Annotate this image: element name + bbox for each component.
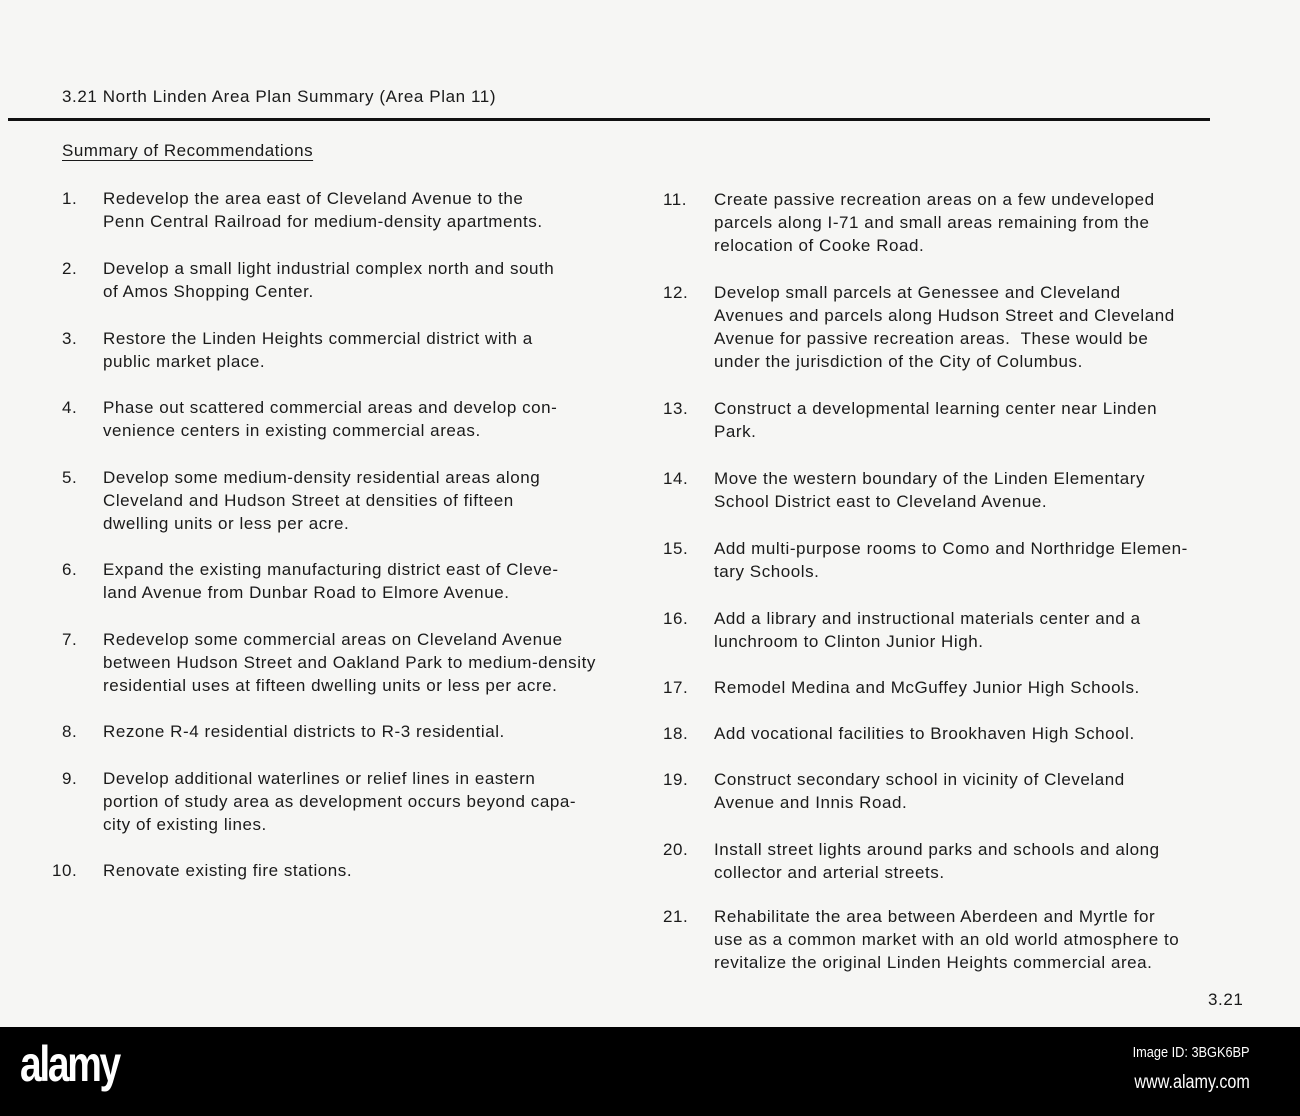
item-number: 10. — [52, 861, 78, 880]
image-id-label: Image ID: 3BGK6BP — [1133, 1044, 1250, 1061]
item-number: 12. — [663, 283, 689, 302]
item-number: 3. — [62, 329, 78, 348]
item-text: Construct a developmental learning center near Linden Park. — [714, 399, 1158, 441]
item-text: Develop a small light industrial complex north and south of Amos Shopping Center. — [103, 259, 555, 301]
item-text: Develop additional waterlines or relief lines in eastern portion of study area as development occurs beyond capa- city of existing lines. — [103, 769, 577, 834]
item-text: Rezone R-4 residential districts to R-3 residential. — [103, 722, 505, 741]
item-text: Remodel Medina and McGuffey Junior High Schools. — [714, 678, 1140, 697]
item-text: Expand the existing manufacturing district east of Cleve- land Avenue from Dunbar Road to Elmore Avenue. — [103, 560, 559, 602]
item-number: 21. — [663, 907, 689, 926]
item-text: Develop some medium-density residential areas along Cleveland and Hudson Street at densities of fifteen dwelling units or less per acre. — [103, 468, 541, 533]
item-text: Construct secondary school in vicinity of Cleveland Avenue and Innis Road. — [714, 770, 1125, 812]
item-text: Rehabilitate the area between Aberdeen and Myrtle for use as a common market with an old world atmosphere to revitalize the original Linden Heights commercial area. — [714, 907, 1180, 972]
item-text: Phase out scattered commercial areas and develop con- venience centers in existing commercial areas. — [103, 398, 558, 440]
item-text: Add vocational facilities to Brookhaven High School. — [714, 724, 1135, 743]
item-text: Install street lights around parks and schools and along collector and arterial streets. — [714, 840, 1160, 882]
item-number: 2. — [62, 259, 78, 278]
item-number: 1. — [62, 189, 78, 208]
item-number: 20. — [663, 840, 689, 859]
header-rule — [8, 118, 1210, 121]
watermark-bar — [0, 1027, 1300, 1116]
item-number: 19. — [663, 770, 689, 789]
item-text: Redevelop the area east of Cleveland Avenue to the Penn Central Railroad for medium-density apartments. — [103, 189, 543, 231]
item-text: Add a library and instructional materials center and a lunchroom to Clinton Junior High. — [714, 609, 1141, 651]
item-number: 16. — [663, 609, 689, 628]
item-text: Create passive recreation areas on a few undeveloped parcels along I-71 and small areas remaining from the relocation of Cooke Road. — [714, 190, 1155, 255]
alamy-logo: alamy — [20, 1036, 119, 1092]
item-text: Restore the Linden Heights commercial district with a public market place. — [103, 329, 533, 371]
item-number: 11. — [663, 190, 688, 209]
section-subheading: Summary of Recommendations — [62, 141, 314, 160]
site-url: www.alamy.com — [1134, 1072, 1250, 1093]
page-header-title: 3.21 North Linden Area Plan Summary (Area Plan 11) — [62, 87, 497, 106]
item-number: 6. — [62, 560, 78, 579]
item-text: Redevelop some commercial areas on Cleveland Avenue between Hudson Street and Oakland Park to medium-density residential uses at fifteen dwelling units or less per acre. — [103, 630, 596, 695]
item-number: 4. — [62, 398, 78, 417]
item-text: Renovate existing fire stations. — [103, 861, 353, 880]
item-number: 14. — [663, 469, 689, 488]
item-number: 18. — [663, 724, 689, 743]
item-text: Move the western boundary of the Linden Elementary School District east to Cleveland Avenue. — [714, 469, 1146, 511]
item-number: 17. — [663, 678, 689, 697]
item-number: 8. — [62, 722, 78, 741]
page-number: 3.21 — [1208, 990, 1244, 1009]
item-number: 15. — [663, 539, 689, 558]
item-number: 5. — [62, 468, 78, 487]
item-text: Develop small parcels at Genessee and Cleveland Avenues and parcels along Hudson Street and Cleveland Avenue for passive recreation areas. These would be under the jurisdiction of the City of Columbus. — [714, 283, 1175, 371]
item-text: Add multi-purpose rooms to Como and Northridge Elemen- tary Schools. — [714, 539, 1188, 581]
item-number: 7. — [62, 630, 78, 649]
item-number: 9. — [62, 769, 78, 788]
item-number: 13. — [663, 399, 689, 418]
